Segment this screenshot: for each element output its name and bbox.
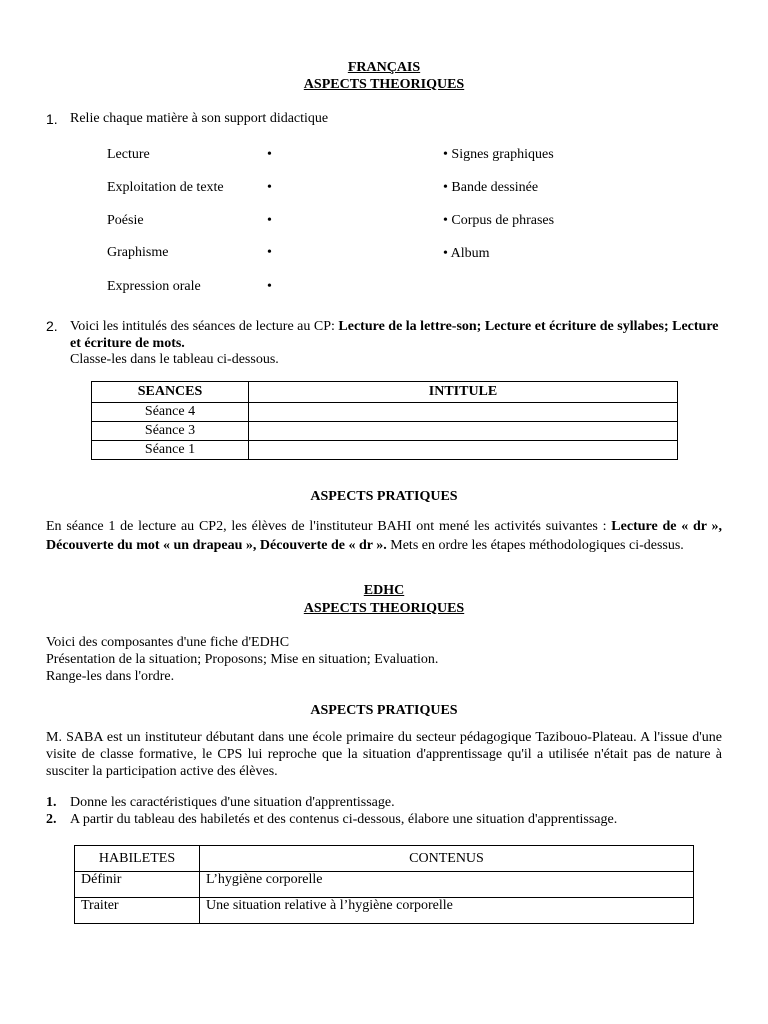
intitule-cell[interactable] [249, 403, 678, 422]
habilete-cell: Traiter [75, 898, 200, 924]
right-bullet: • [443, 213, 448, 228]
right-item-signes [443, 147, 554, 163]
edhc-q1-number: 1. [46, 795, 57, 810]
left-item-graphisme: Graphisme [107, 245, 169, 260]
right-item-label: Bande dessinée [451, 180, 539, 195]
right-bullet: • [443, 246, 448, 261]
left-item-expression: Expression orale [107, 279, 201, 294]
pratiques-end: Mets en ordre les étapes méthodologiques ci-dessus. [386, 538, 684, 553]
q2-number: 2. [46, 318, 58, 334]
left-bullet: • [267, 213, 272, 228]
pratiques-activities: Lecture de « dr », Découverte du mot « un drapeau », Découverte de « dr ». [46, 519, 722, 553]
header-contenus: CONTENUS [200, 846, 694, 872]
edhc-pratiques-title: ASPECTS PRATIQUES [310, 703, 458, 718]
edhc-line: Range-les dans l'ordre. [46, 669, 175, 684]
seance-cell: Séance 1 [92, 441, 249, 460]
right-bullet: • [443, 180, 448, 195]
francais-subtitle: ASPECTS THEORIQUES [303, 77, 465, 92]
pratiques-start: En séance 1 de lecture au CP2, les élèves de l'instituteur BAHI ont mené les activités suivantes : [46, 519, 612, 534]
edhc-line: Présentation de la situation; Proposons; Mise en situation; Evaluation. [46, 652, 439, 667]
habiletes-table [74, 845, 694, 924]
right-bullet: • [443, 147, 448, 162]
q1-text: Relie chaque matière à son support didactique [70, 111, 329, 126]
table-header-row [75, 846, 694, 872]
header-habiletes: HABILETES [75, 846, 200, 872]
intitule-cell[interactable] [249, 422, 678, 441]
q2-text [70, 318, 730, 352]
table-row [75, 898, 694, 924]
table-header-row [92, 382, 678, 403]
left-item-lecture: Lecture [107, 147, 150, 162]
edhc-line: Voici des composantes d'une fiche d'EDHC [46, 635, 290, 650]
contenu-cell: L’hygiène corporelle [200, 872, 694, 898]
francais-pratiques-title: ASPECTS PRATIQUES [310, 489, 458, 504]
left-item-exploitation: Exploitation de texte [107, 180, 224, 195]
q1-number: 1. [46, 111, 58, 127]
header-intitule: INTITULE [249, 382, 678, 403]
francais-pratiques-paragraph [46, 517, 722, 555]
q2-instruction: Classe-les dans le tableau ci-dessous. [70, 352, 279, 367]
seances-table [91, 381, 678, 460]
habilete-cell: Définir [75, 872, 200, 898]
seance-cell: Séance 3 [92, 422, 249, 441]
left-bullet: • [267, 147, 272, 162]
table-row [92, 403, 678, 422]
q2-intro: Voici les intitulés des séances de lecture au CP: [70, 319, 339, 334]
right-item-bd [443, 180, 538, 196]
right-item-label: Corpus de phrases [451, 213, 555, 228]
contenu-cell: Une situation relative à l’hygiène corporelle [200, 898, 694, 924]
edhc-q2-number: 2. [46, 812, 57, 827]
q2-bold-list: Lecture de la lettre-son; Lecture et écriture de syllabes; Lecture et écriture de mots. [70, 319, 719, 351]
header-seances: SEANCES [92, 382, 249, 403]
edhc-q1-text: Donne les caractéristiques d'une situation d'apprentissage. [70, 795, 395, 810]
left-item-poesie: Poésie [107, 213, 144, 228]
left-bullet: • [267, 180, 272, 195]
edhc-title: EDHC [363, 583, 405, 598]
edhc-q2-text: A partir du tableau des habiletés et des contenus ci-dessous, élabore une situation d'apprentissage. [70, 812, 618, 827]
table-row [92, 422, 678, 441]
seance-cell: Séance 4 [92, 403, 249, 422]
table-row [92, 441, 678, 460]
right-item-corpus [443, 213, 554, 229]
intitule-cell[interactable] [249, 441, 678, 460]
right-item-label: Album [450, 246, 490, 261]
left-bullet: • [267, 245, 272, 260]
left-bullet: • [267, 279, 272, 294]
edhc-subtitle: ASPECTS THEORIQUES [303, 601, 465, 616]
right-item-label: Signes graphiques [451, 147, 554, 162]
right-item-album [443, 246, 490, 262]
table-row [75, 872, 694, 898]
edhc-pratiques-paragraph: M. SABA est un instituteur débutant dans une école primaire du secteur pédagogique Tazibouo-Plateau. A l'issue d'une visite de classe formative, le CPS lui reproche que la situation d'apprentissage qu'il a utilisée n'était pas de nature à susciter la participation active des élèves. [46, 730, 722, 779]
francais-title: FRANÇAIS [347, 60, 421, 75]
